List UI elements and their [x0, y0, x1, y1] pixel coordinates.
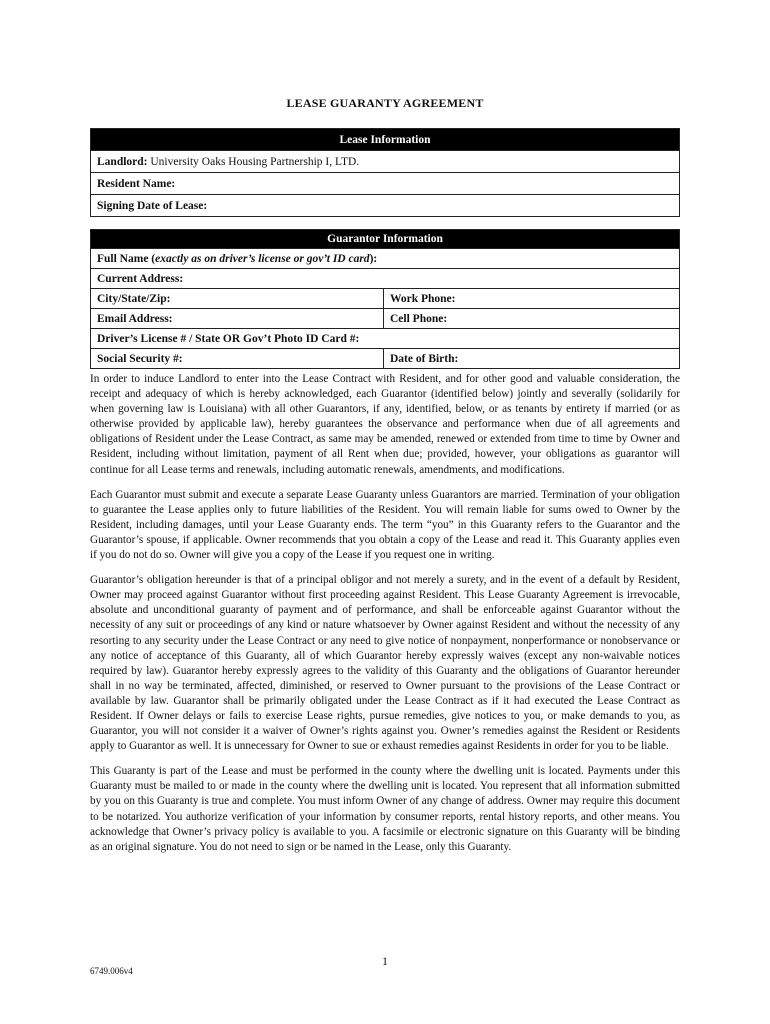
lease-information-table [90, 128, 680, 217]
paragraph-inducement: In order to induce Landlord to enter into the Lease Contract with Resident, and for other good and valuable consideration, the receipt and adequacy of which is hereby acknowledged, each Guarantor (identified below) jointly and severally (solidarily for when governing law is Louisiana) with all other Guarantors, if any, identified, below, or as tenants by entirety if married (or as otherwise provided by applicable law), hereby guarantees the observance and performance when due of all agreements and obligations of Resident under the Lease Contract, as same may be amended, renewed or extended from time to time by Owner and Resident, including without limitation, payment of all Rent when due; provided, however, your obligations as guarantor will continue for all Lease terms and renewals, including automatic renewals, amendments, and modifications. [90, 373, 680, 476]
drivers-license-field[interactable] [91, 329, 680, 349]
guarantor-information-table [90, 229, 680, 369]
guarantor-information-header: Guarantor Information [91, 230, 680, 249]
work-phone-label: Work Phone: [390, 292, 456, 305]
landlord-value: University Oaks Housing Partnership I, LTD. [147, 155, 360, 168]
resident-name-label: Resident Name: [97, 177, 176, 190]
agreement-body [90, 372, 680, 865]
paragraph-separate-guaranty: Each Guarantor must submit and execute a separate Lease Guaranty unless Guarantors are married. Termination of your obligation to guarantee the Lease applies only to future liabilities of the Resident. You will remain liable for sums owed to Owner by the Resident, including damages, until your Lease Guaranty ends. The term “you” in this Guaranty refers to the Guarantor and the Guarantor’s spouse, if applicable. Owner recommends that you obtain a copy of the Lease and read it. This Guaranty applies even if you do not do so. Owner will give you a copy of the Lease if you request one in writing. [90, 488, 680, 562]
full-name-label: Full Name ( [97, 252, 156, 265]
signing-date-field[interactable] [91, 195, 680, 217]
full-name-field[interactable] [91, 249, 680, 269]
cell-phone-field[interactable] [384, 309, 680, 329]
email-address-field[interactable] [91, 309, 384, 329]
social-security-field[interactable] [91, 349, 384, 369]
paragraph-performance-county: This Guaranty is part of the Lease and must be performed in the county where the dwelling unit is located. Payments under this Guaranty must be mailed to or made in the county where the dwelling unit is located. You represent that all information submitted by you on this Guaranty is true and complete. You must inform Owner of any change of address. Owner may require this document to be notarized. You authorize verification of your information by consumer reports, rental history reports, and other means. You acknowledge that Owner’s privacy policy is available to you. A facsimile or electronic signature on this Guaranty will be binding as an original signature. You do not need to sign or be named in the Lease, only this Guaranty. [90, 765, 680, 853]
lease-information-header: Lease Information [91, 129, 680, 151]
drivers-license-label: Driver’s License # / State OR Gov’t Photo ID Card #: [97, 332, 360, 345]
work-phone-field[interactable] [384, 289, 680, 309]
resident-name-field[interactable] [91, 173, 680, 195]
social-security-label: Social Security #: [97, 352, 183, 365]
full-name-note: exactly as on driver’s license or gov’t ID card [155, 252, 370, 265]
page-number: 1 [382, 954, 388, 968]
landlord-label: Landlord: [97, 155, 148, 168]
email-address-label: Email Address: [97, 312, 173, 325]
paragraph-obligation: Guarantor’s obligation hereunder is that of a principal obligor and not merely a surety, and in the event of a default by Resident, Owner may proceed against Guarantor without first proceeding against Resident. This Lease Guaranty Agreement is irrevocable, absolute and unconditional guaranty of payment and of performance, and shall be enforceable against Guarantor without the necessity of any suit or proceedings of any kind or nature whatsoever by Owner against Resident and without the necessity of any resorting to any security under the Lease Contract or any need to give notice of nonpayment, nonperformance or nonobservance or any notice of acceptance of this Guaranty, all of which Guarantor hereby expressly waives (except any non-waivable notices required by law). Guarantor hereby expressly agrees to the validity of this Guaranty and the obligations of Guarantor hereunder shall in no way be terminated, affected, diminished, or reserved to Owner pursuant to the provisions of the Lease Contract or available by law. Guarantor shall be primarily obligated under the Lease Contract as if it had executed the Lease Contract as Resident. If Owner delays or fails to exercise Lease rights, pursue remedies, give notices to you, or make demands to you, as Guarantor, you will not consider it a waiver of Owner’s rights against you. Owner’s remedies against the Resident or Residents apply to Guarantor as well. It is unnecessary for Owner to sue or exhaust remedies against Residents in order for you to be liable. [90, 574, 680, 753]
city-state-zip-label: City/State/Zip: [97, 292, 171, 305]
date-of-birth-label: Date of Birth: [390, 352, 459, 365]
landlord-field[interactable] [91, 151, 680, 173]
city-state-zip-field[interactable] [91, 289, 384, 309]
date-of-birth-field[interactable] [384, 349, 680, 369]
footer-document-code: 6749.006v4 [90, 966, 133, 976]
current-address-field[interactable] [91, 269, 680, 289]
cell-phone-label: Cell Phone: [390, 312, 448, 325]
signing-date-label: Signing Date of Lease: [97, 199, 208, 212]
full-name-close: ): [369, 252, 378, 265]
current-address-label: Current Address: [97, 272, 184, 285]
document-title: LEASE GUARANTY AGREEMENT [286, 96, 484, 110]
